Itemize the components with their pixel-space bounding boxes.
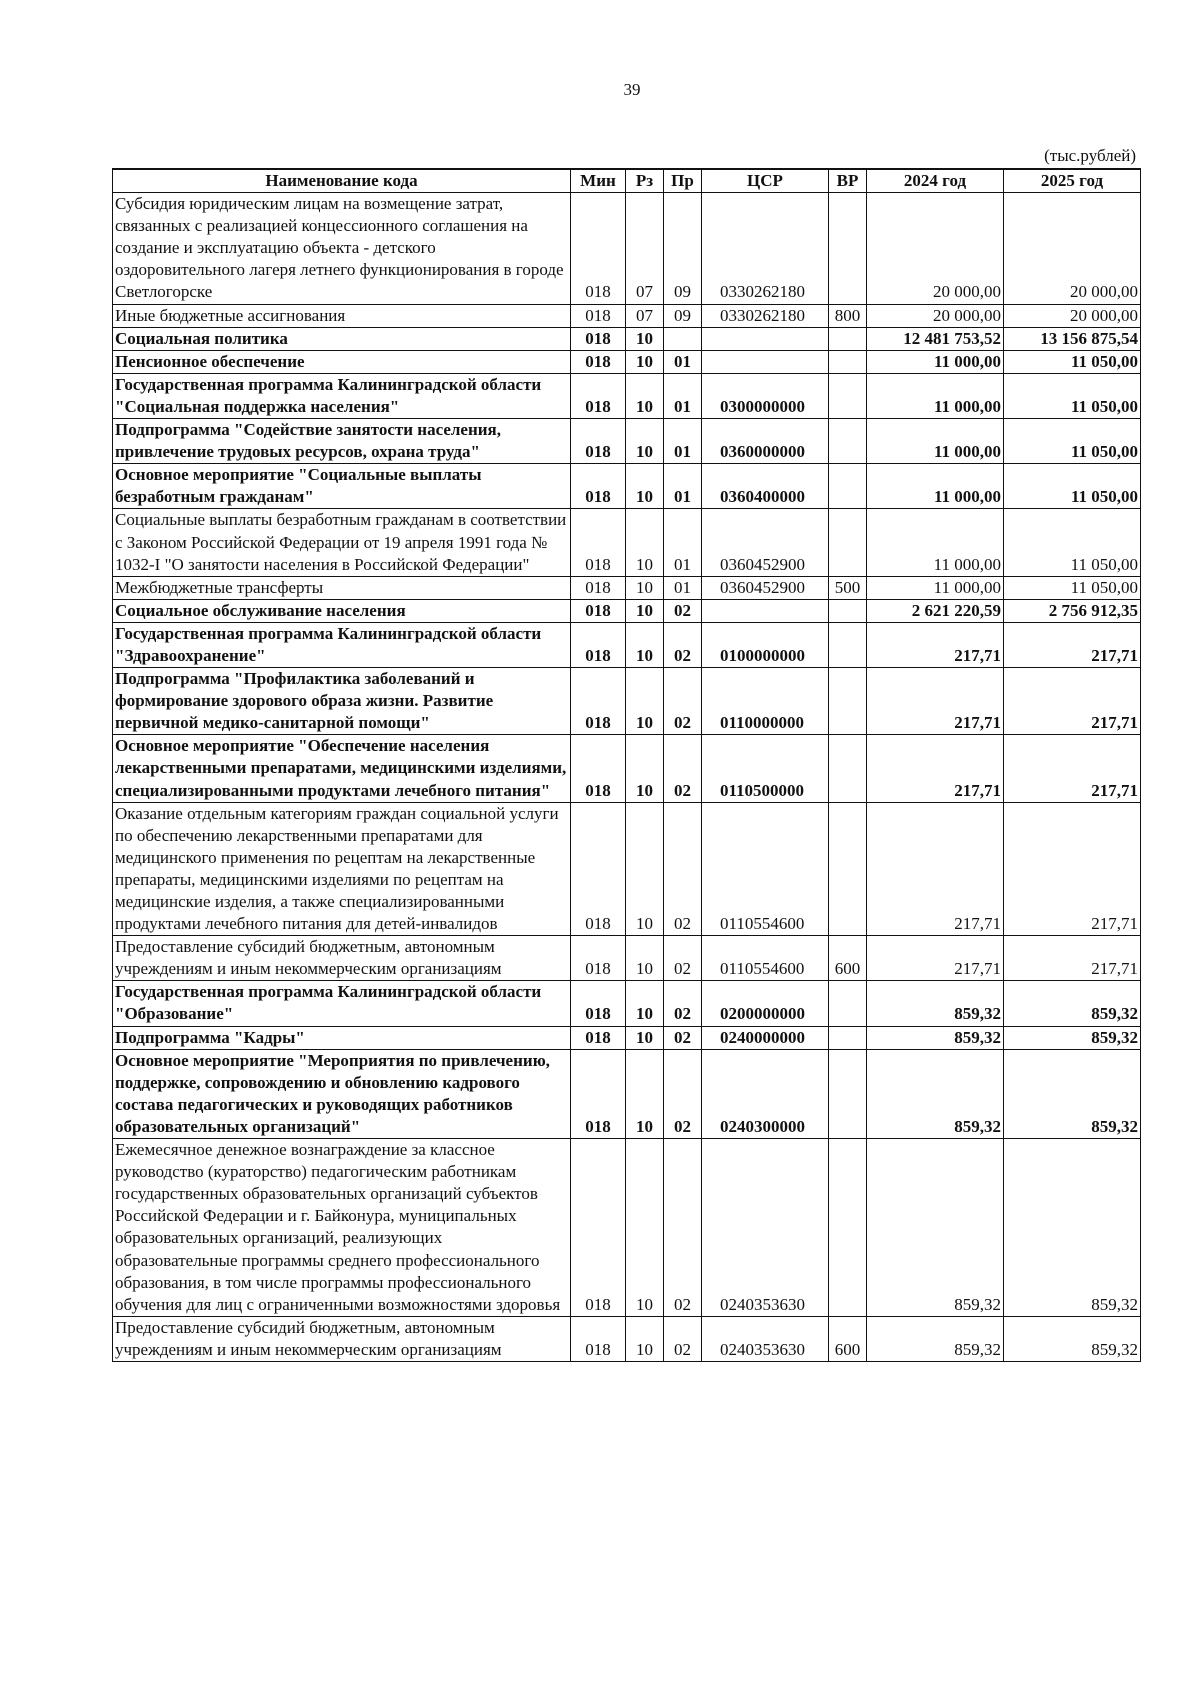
- row-2025: 859,32: [1004, 1139, 1141, 1317]
- row-rz: 07: [626, 304, 664, 327]
- row-min: 018: [571, 193, 626, 304]
- row-csr: 0360000000: [702, 419, 829, 464]
- row-2024: 11 000,00: [867, 350, 1004, 373]
- table-row: [113, 464, 1141, 509]
- row-name: Социальное обслуживание населения: [113, 599, 571, 622]
- row-csr: 0200000000: [702, 981, 829, 1026]
- row-2025: 11 050,00: [1004, 464, 1141, 509]
- row-rz: 10: [626, 1316, 664, 1361]
- row-2024: 11 000,00: [867, 509, 1004, 576]
- row-2025: 11 050,00: [1004, 576, 1141, 599]
- row-rz: 10: [626, 735, 664, 802]
- row-2024: 859,32: [867, 1049, 1004, 1138]
- row-name: Пенсионное обеспечение: [113, 350, 571, 373]
- row-2024: 11 000,00: [867, 419, 1004, 464]
- row-rz: 10: [626, 327, 664, 350]
- row-2024: 859,32: [867, 1316, 1004, 1361]
- row-pr: 02: [664, 622, 702, 667]
- row-name: Основное мероприятие "Социальные выплаты безработным гражданам": [113, 464, 571, 509]
- table-row: [113, 622, 1141, 667]
- row-2025: 217,71: [1004, 622, 1141, 667]
- row-csr: 0360400000: [702, 464, 829, 509]
- row-vr: 600: [829, 936, 867, 981]
- row-2025: 20 000,00: [1004, 304, 1141, 327]
- row-2024: 217,71: [867, 622, 1004, 667]
- row-vr: [829, 419, 867, 464]
- budget-table: [112, 168, 1141, 1362]
- row-vr: [829, 193, 867, 304]
- row-min: 018: [571, 981, 626, 1026]
- row-min: 018: [571, 576, 626, 599]
- row-name: Основное мероприятие "Обеспечение населения лекарственными препаратами, медицинскими изделиями, специализированными продуктами лечебного питания": [113, 735, 571, 802]
- row-vr: [829, 668, 867, 735]
- row-name: Ежемесячное денежное вознаграждение за классное руководство (кураторство) педагогическим работникам государственных образовательных организаций субъектов Российской Федерации и г. Байконура, муниципальных образовательных организаций, реализующих образовательные программы среднего профессионального образования, в том числе программы профессионального обучения для лиц с ограниченными возможностями здоровья: [113, 1139, 571, 1317]
- row-min: 018: [571, 350, 626, 373]
- row-2025: 13 156 875,54: [1004, 327, 1141, 350]
- row-vr: [829, 599, 867, 622]
- row-vr: 800: [829, 304, 867, 327]
- row-pr: 02: [664, 1026, 702, 1049]
- row-csr: [702, 599, 829, 622]
- header-2024: 2024 год: [867, 169, 1004, 193]
- row-pr: 01: [664, 509, 702, 576]
- row-rz: 10: [626, 622, 664, 667]
- table-row: [113, 1026, 1141, 1049]
- row-csr: 0240353630: [702, 1139, 829, 1317]
- row-pr: 02: [664, 668, 702, 735]
- row-name: Основное мероприятие "Мероприятия по привлечению, поддержке, сопровождению и обновлению кадрового состава педагогических и руководящих работников образовательных организаций": [113, 1049, 571, 1138]
- row-csr: 0360452900: [702, 576, 829, 599]
- table-row: [113, 373, 1141, 418]
- row-vr: [829, 350, 867, 373]
- row-csr: 0360452900: [702, 509, 829, 576]
- row-2024: 217,71: [867, 936, 1004, 981]
- row-rz: 10: [626, 802, 664, 936]
- row-min: 018: [571, 599, 626, 622]
- row-min: 018: [571, 622, 626, 667]
- row-name: Подпрограмма "Профилактика заболеваний и формирование здорового образа жизни. Развитие первичной медико-санитарной помощи": [113, 668, 571, 735]
- row-pr: 02: [664, 1316, 702, 1361]
- header-2025: 2025 год: [1004, 169, 1141, 193]
- row-2025: 11 050,00: [1004, 350, 1141, 373]
- row-2024: 20 000,00: [867, 193, 1004, 304]
- row-min: 018: [571, 735, 626, 802]
- row-rz: 10: [626, 419, 664, 464]
- row-rz: 10: [626, 464, 664, 509]
- header-csr: ЦСР: [702, 169, 829, 193]
- row-vr: [829, 735, 867, 802]
- table-row: [113, 509, 1141, 576]
- units-label: (тыс.рублей): [1044, 146, 1136, 165]
- table-row: [113, 1139, 1141, 1317]
- row-min: 018: [571, 304, 626, 327]
- row-vr: [829, 802, 867, 936]
- row-csr: 0110500000: [702, 735, 829, 802]
- row-pr: [664, 327, 702, 350]
- row-csr: 0110554600: [702, 802, 829, 936]
- table-row: [113, 802, 1141, 936]
- row-vr: 500: [829, 576, 867, 599]
- row-pr: 01: [664, 419, 702, 464]
- row-rz: 10: [626, 373, 664, 418]
- row-2024: 11 000,00: [867, 373, 1004, 418]
- table-row: [113, 193, 1141, 304]
- row-2025: 859,32: [1004, 1026, 1141, 1049]
- row-vr: [829, 327, 867, 350]
- table-row: [113, 1316, 1141, 1361]
- row-vr: [829, 981, 867, 1026]
- row-min: 018: [571, 1026, 626, 1049]
- row-csr: 0110000000: [702, 668, 829, 735]
- row-name: Государственная программа Калининградской области "Здравоохранение": [113, 622, 571, 667]
- row-rz: 10: [626, 509, 664, 576]
- table-row: [113, 304, 1141, 327]
- row-name: Социальная политика: [113, 327, 571, 350]
- row-name: Подпрограмма "Кадры": [113, 1026, 571, 1049]
- page-number: 39: [623, 80, 641, 99]
- row-csr: 0240000000: [702, 1026, 829, 1049]
- row-2025: 217,71: [1004, 735, 1141, 802]
- table-row: [113, 419, 1141, 464]
- row-2024: 2 621 220,59: [867, 599, 1004, 622]
- row-name: Оказание отдельным категориям граждан социальной услуги по обеспечению лекарственными препаратами для медицинского применения по рецептам на лекарственные препараты, медицинскими изделиями по рецептам на медицинские изделия, а также специализированными продуктами лечебного питания для детей-инвалидов: [113, 802, 571, 936]
- row-2025: 2 756 912,35: [1004, 599, 1141, 622]
- table-row: [113, 668, 1141, 735]
- row-vr: [829, 509, 867, 576]
- header-vr: ВР: [829, 169, 867, 193]
- row-rz: 10: [626, 576, 664, 599]
- row-2024: 217,71: [867, 668, 1004, 735]
- row-min: 018: [571, 373, 626, 418]
- row-name: Государственная программа Калининградской области "Образование": [113, 981, 571, 1026]
- row-name: Иные бюджетные ассигнования: [113, 304, 571, 327]
- row-min: 018: [571, 1139, 626, 1317]
- row-2024: 11 000,00: [867, 576, 1004, 599]
- row-2024: 217,71: [867, 735, 1004, 802]
- row-csr: 0240300000: [702, 1049, 829, 1138]
- row-pr: 02: [664, 1049, 702, 1138]
- row-csr: 0330262180: [702, 304, 829, 327]
- row-pr: 02: [664, 599, 702, 622]
- row-min: 018: [571, 327, 626, 350]
- row-2025: 11 050,00: [1004, 419, 1141, 464]
- table-row: [113, 350, 1141, 373]
- row-2025: 859,32: [1004, 1316, 1141, 1361]
- table-row: [113, 599, 1141, 622]
- row-rz: 10: [626, 668, 664, 735]
- row-2025: 217,71: [1004, 668, 1141, 735]
- row-vr: [829, 373, 867, 418]
- row-pr: 01: [664, 464, 702, 509]
- row-2025: 859,32: [1004, 981, 1141, 1026]
- row-rz: 10: [626, 936, 664, 981]
- header-min: Мин: [571, 169, 626, 193]
- row-rz: 10: [626, 599, 664, 622]
- row-pr: 02: [664, 981, 702, 1026]
- row-csr: 0110554600: [702, 936, 829, 981]
- row-name: Подпрограмма "Содействие занятости населения, привлечение трудовых ресурсов, охрана труда": [113, 419, 571, 464]
- row-rz: 10: [626, 1026, 664, 1049]
- row-vr: [829, 1026, 867, 1049]
- row-pr: 02: [664, 1139, 702, 1317]
- row-pr: 02: [664, 735, 702, 802]
- row-2025: 217,71: [1004, 802, 1141, 936]
- row-csr: 0100000000: [702, 622, 829, 667]
- row-pr: 01: [664, 350, 702, 373]
- row-min: 018: [571, 509, 626, 576]
- row-pr: 09: [664, 193, 702, 304]
- row-csr: [702, 350, 829, 373]
- row-vr: 600: [829, 1316, 867, 1361]
- row-csr: 0240353630: [702, 1316, 829, 1361]
- table-row: [113, 735, 1141, 802]
- row-2025: 20 000,00: [1004, 193, 1141, 304]
- row-2024: 859,32: [867, 1026, 1004, 1049]
- table-row: [113, 981, 1141, 1026]
- table-row: [113, 327, 1141, 350]
- row-name: Предоставление субсидий бюджетным, автономным учреждениям и иным некоммерческим организациям: [113, 1316, 571, 1361]
- row-csr: 0300000000: [702, 373, 829, 418]
- row-2025: 859,32: [1004, 1049, 1141, 1138]
- row-pr: 01: [664, 373, 702, 418]
- table-row: [113, 936, 1141, 981]
- row-2024: 859,32: [867, 981, 1004, 1026]
- table-row: [113, 1049, 1141, 1138]
- row-2024: 11 000,00: [867, 464, 1004, 509]
- row-vr: [829, 1139, 867, 1317]
- header-rz: Рз: [626, 169, 664, 193]
- row-name: Социальные выплаты безработным гражданам в соответствии с Законом Российской Федерации от 19 апреля 1991 года № 1032-I "О занятости населения в Российской Федерации": [113, 509, 571, 576]
- row-pr: 02: [664, 936, 702, 981]
- row-2024: 20 000,00: [867, 304, 1004, 327]
- row-vr: [829, 464, 867, 509]
- row-rz: 07: [626, 193, 664, 304]
- row-csr: 0330262180: [702, 193, 829, 304]
- header-pr: Пр: [664, 169, 702, 193]
- row-name: Предоставление субсидий бюджетным, автономным учреждениям и иным некоммерческим организациям: [113, 936, 571, 981]
- row-min: 018: [571, 936, 626, 981]
- row-name: Межбюджетные трансферты: [113, 576, 571, 599]
- row-pr: 09: [664, 304, 702, 327]
- row-rz: 10: [626, 1049, 664, 1138]
- row-2024: 217,71: [867, 802, 1004, 936]
- header-name: Наименование кода: [113, 169, 571, 193]
- row-pr: 01: [664, 576, 702, 599]
- row-rz: 10: [626, 350, 664, 373]
- row-min: 018: [571, 1316, 626, 1361]
- row-min: 018: [571, 802, 626, 936]
- row-2025: 217,71: [1004, 936, 1141, 981]
- row-min: 018: [571, 668, 626, 735]
- row-2024: 859,32: [867, 1139, 1004, 1317]
- row-csr: [702, 327, 829, 350]
- row-name: Субсидия юридическим лицам на возмещение затрат, связанных с реализацией концессионного соглашения на создание и эксплуатацию объекта - детского оздоровительного лагеря летнего функционирования в городе Светлогорске: [113, 193, 571, 304]
- row-rz: 10: [626, 981, 664, 1026]
- row-name: Государственная программа Калининградской области "Социальная поддержка населения": [113, 373, 571, 418]
- table-header-row: [113, 169, 1141, 193]
- table-row: [113, 576, 1141, 599]
- row-vr: [829, 1049, 867, 1138]
- row-2024: 12 481 753,52: [867, 327, 1004, 350]
- row-2025: 11 050,00: [1004, 509, 1141, 576]
- row-vr: [829, 622, 867, 667]
- row-min: 018: [571, 419, 626, 464]
- row-pr: 02: [664, 802, 702, 936]
- row-min: 018: [571, 464, 626, 509]
- row-2025: 11 050,00: [1004, 373, 1141, 418]
- row-min: 018: [571, 1049, 626, 1138]
- row-rz: 10: [626, 1139, 664, 1317]
